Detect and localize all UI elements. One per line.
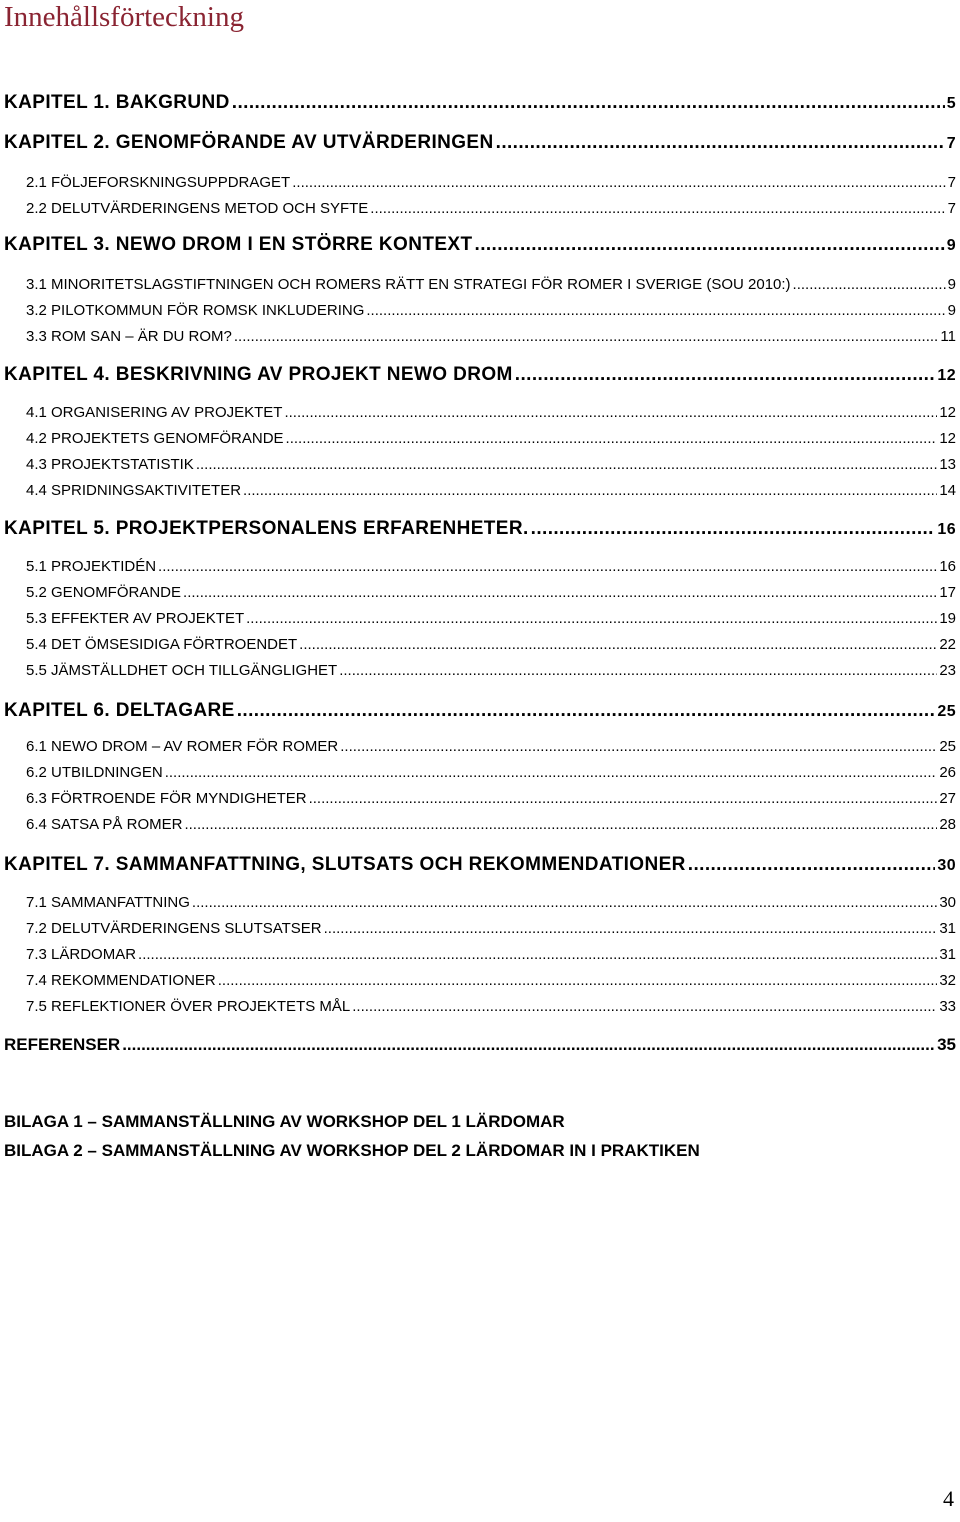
toc-chapter-2[interactable] <box>4 132 956 154</box>
toc-label: KAPITEL 1. BAKGRUND <box>4 92 230 113</box>
toc-section-2-1[interactable] <box>26 174 956 191</box>
toc-leader <box>183 584 937 601</box>
toc-page: 27 <box>939 790 956 807</box>
toc-leader <box>793 276 946 293</box>
toc-page: 16 <box>937 521 956 538</box>
toc-label: 6.4 SATSA PÅ ROMER <box>26 816 183 833</box>
toc-chapter-4[interactable] <box>4 364 956 386</box>
toc-leader <box>184 816 937 833</box>
toc-label: 3.1 MINORITETSLAGSTIFTNINGEN OCH ROMERS RÄTT EN STRATEGI FÖR ROMER I SVERIGE (SOU 2010:) <box>26 276 791 293</box>
toc-label: 7.2 DELUTVÄRDERINGENS SLUTSATSER <box>26 920 322 937</box>
toc-leader <box>475 234 945 256</box>
toc-chapter-3[interactable] <box>4 234 956 256</box>
toc-section-3-2[interactable] <box>26 302 956 319</box>
toc-section-6-3[interactable] <box>26 790 956 807</box>
toc-chapter-7[interactable] <box>4 854 956 876</box>
toc-page: 9 <box>947 276 956 293</box>
toc-page: 30 <box>939 894 956 911</box>
toc-section-3-3[interactable] <box>26 328 956 345</box>
toc-leader <box>352 998 937 1015</box>
toc-page: 23 <box>939 662 956 679</box>
toc-label: KAPITEL 3. NEWO DROM I EN STÖRRE KONTEXT <box>4 234 473 255</box>
toc-leader <box>237 700 936 722</box>
appendix-2[interactable]: BILAGA 2 – SAMMANSTÄLLNING AV WORKSHOP DEL 2 LÄRDOMAR IN I PRAKTIKEN <box>4 1141 700 1160</box>
toc-leader <box>299 636 937 653</box>
toc-section-5-5[interactable] <box>26 662 956 679</box>
toc-section-5-3[interactable] <box>26 610 956 627</box>
toc-label: 5.1 PROJEKTIDÉN <box>26 558 157 575</box>
toc-label: 5.4 DET ÖMSESIDIGA FÖRTROENDET <box>26 636 298 653</box>
toc-section-4-3[interactable] <box>26 456 956 473</box>
toc-label: 6.2 UTBILDNINGEN <box>26 764 163 781</box>
toc-leader <box>366 302 945 319</box>
toc-section-4-1[interactable] <box>26 404 956 421</box>
toc-section-6-2[interactable] <box>26 764 956 781</box>
toc-page: 12 <box>939 404 956 421</box>
toc-label: 7.3 LÄRDOMAR <box>26 946 137 963</box>
toc-leader <box>232 92 945 114</box>
toc-page: 35 <box>937 1035 956 1054</box>
toc-leader <box>515 364 936 386</box>
toc-leader <box>192 894 937 911</box>
toc-label: 4.4 SPRIDNINGSAKTIVITETER <box>26 482 242 499</box>
toc-leader <box>286 430 938 447</box>
toc-page: 31 <box>939 920 956 937</box>
toc-leader <box>339 662 937 679</box>
toc-section-6-4[interactable] <box>26 816 956 833</box>
toc-leader <box>688 854 936 876</box>
toc-page: 7 <box>946 135 956 152</box>
toc-label: 6.3 FÖRTROENDE FÖR MYNDIGHETER <box>26 790 307 807</box>
toc-leader <box>122 1035 935 1055</box>
toc-label: 4.1 ORGANISERING AV PROJEKTET <box>26 404 283 421</box>
toc-page: 11 <box>940 328 956 345</box>
toc-page: 7 <box>947 174 956 191</box>
toc-leader <box>370 200 945 217</box>
toc-page: 25 <box>939 738 956 755</box>
toc-section-7-2[interactable] <box>26 920 956 937</box>
toc-section-7-5[interactable] <box>26 998 956 1015</box>
toc-page: 25 <box>937 703 956 720</box>
toc-chapter-1[interactable] <box>4 92 956 114</box>
toc-label: KAPITEL 5. PROJEKTPERSONALENS ERFARENHETER. <box>4 518 529 539</box>
toc-label: 4.3 PROJEKTSTATISTIK <box>26 456 194 473</box>
toc-label: KAPITEL 6. DELTAGARE <box>4 700 235 721</box>
toc-label: KAPITEL 4. BESKRIVNING AV PROJEKT NEWO DROM <box>4 364 513 385</box>
toc-label: REFERENSER <box>4 1035 121 1054</box>
toc-label: 5.2 GENOMFÖRANDE <box>26 584 182 601</box>
appendix-1[interactable]: BILAGA 1 – SAMMANSTÄLLNING AV WORKSHOP DEL 1 LÄRDOMAR <box>4 1112 565 1131</box>
toc-page: 19 <box>939 610 956 627</box>
toc-page: 14 <box>939 482 956 499</box>
toc-leader <box>496 132 945 154</box>
toc-page: 33 <box>939 998 956 1015</box>
toc-section-5-1[interactable] <box>26 558 956 575</box>
toc-section-2-2[interactable] <box>26 200 956 217</box>
toc-references[interactable] <box>4 1035 956 1055</box>
toc-leader <box>340 738 937 755</box>
toc-page: 13 <box>939 456 956 473</box>
toc-leader <box>138 946 937 963</box>
toc-page: 12 <box>939 430 956 447</box>
toc-label: KAPITEL 7. SAMMANFATTNING, SLUTSATS OCH REKOMMENDATIONER <box>4 854 686 875</box>
toc-leader <box>246 610 937 627</box>
toc-page: 12 <box>937 367 956 384</box>
toc-section-5-4[interactable] <box>26 636 956 653</box>
toc-section-4-4[interactable] <box>26 482 956 499</box>
toc-section-6-1[interactable] <box>26 738 956 755</box>
toc-label: 7.4 REKOMMENDATIONER <box>26 972 216 989</box>
toc-page: 30 <box>937 857 956 874</box>
toc-leader <box>309 790 938 807</box>
toc-page: 22 <box>939 636 956 653</box>
toc-leader <box>531 518 936 540</box>
toc-label: 2.1 FÖLJEFORSKNINGSUPPDRAGET <box>26 174 291 191</box>
toc-leader <box>324 920 938 937</box>
toc-page: 9 <box>946 237 956 254</box>
toc-leader <box>158 558 937 575</box>
toc-label: 3.2 PILOTKOMMUN FÖR ROMSK INKLUDERING <box>26 302 365 319</box>
toc-page: 16 <box>939 558 956 575</box>
toc-leader <box>218 972 938 989</box>
toc-page: 9 <box>947 302 956 319</box>
toc-label: 3.3 ROM SAN – ÄR DU ROM? <box>26 328 232 345</box>
toc-leader <box>292 174 945 191</box>
toc-chapter-5[interactable] <box>4 518 956 540</box>
toc-section-5-2[interactable] <box>26 584 956 601</box>
toc-leader <box>196 456 938 473</box>
toc-section-7-3[interactable] <box>26 946 956 963</box>
toc-page: 32 <box>939 972 956 989</box>
toc-label: 5.3 EFFEKTER AV PROJEKTET <box>26 610 245 627</box>
toc-label: 6.1 NEWO DROM – AV ROMER FÖR ROMER <box>26 738 339 755</box>
page-number: 4 <box>943 1486 954 1511</box>
toc-label: 7.1 SAMMANFATTNING <box>26 894 190 911</box>
toc-leader <box>243 482 937 499</box>
toc-section-3-1[interactable] <box>26 276 956 293</box>
toc-section-7-4[interactable] <box>26 972 956 989</box>
page-title: Innehållsförteckning <box>4 1 244 33</box>
toc-page: 17 <box>939 584 956 601</box>
toc-section-7-1[interactable] <box>26 894 956 911</box>
toc-leader <box>165 764 938 781</box>
toc-label: 4.2 PROJEKTETS GENOMFÖRANDE <box>26 430 284 447</box>
toc-page: 7 <box>947 200 956 217</box>
toc-leader <box>284 404 937 421</box>
toc-page: 28 <box>939 816 956 833</box>
toc-leader <box>234 328 939 345</box>
toc-page: 26 <box>939 764 956 781</box>
toc-page: 31 <box>939 946 956 963</box>
toc-page: 5 <box>946 95 956 112</box>
toc-chapter-6[interactable] <box>4 700 956 722</box>
toc-label: KAPITEL 2. GENOMFÖRANDE AV UTVÄRDERINGEN <box>4 132 494 153</box>
toc-section-4-2[interactable] <box>26 430 956 447</box>
toc-label: 7.5 REFLEKTIONER ÖVER PROJEKTETS MÅL <box>26 998 351 1015</box>
toc-label: 5.5 JÄMSTÄLLDHET OCH TILLGÄNGLIGHET <box>26 662 338 679</box>
toc-label: 2.2 DELUTVÄRDERINGENS METOD OCH SYFTE <box>26 200 369 217</box>
